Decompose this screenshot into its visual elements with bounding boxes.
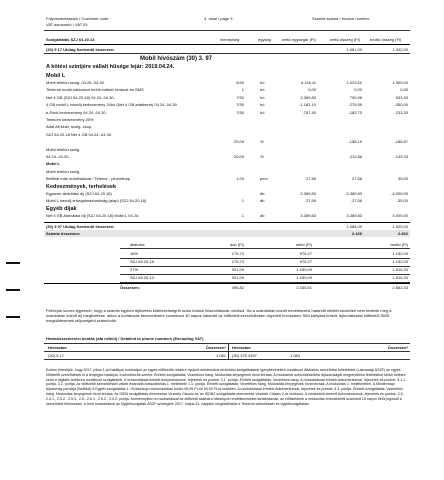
- line-item-description: 04.24.-04.30.: [46, 154, 70, 159]
- line-item-gross: -350,00: [394, 102, 408, 108]
- vat-net: 1.189,09: [296, 267, 312, 272]
- subtotal-gross: 1.320,00: [392, 224, 408, 229]
- carried-divider: [44, 53, 410, 54]
- line-item-quantity: 1: [241, 213, 244, 219]
- col-header-unit-price: nettó egységár (Ft): [282, 37, 316, 42]
- fold-mark: [6, 289, 20, 291]
- line-item-unit: db: [260, 191, 265, 196]
- invoice-number-label: Számla száma / Invoice number:: [312, 16, 371, 21]
- col-header-service: Szolgáltatás SZJ 64.20.13: [46, 37, 95, 42]
- line-item-gross: -35,00: [396, 198, 408, 204]
- breakdown-total-1: 1.081: [215, 353, 226, 358]
- loyalty-expiry: A kötési szintjére vállalt hűsége lejár: 2019.04.24.: [46, 64, 175, 70]
- invoice-total-gross: 2.662: [397, 231, 408, 236]
- breakdown-top-border: [44, 343, 410, 344]
- vat-id-label: VAT-azonosító / VAT ID:: [46, 22, 89, 27]
- carried-net: 1.081,00: [346, 47, 362, 52]
- line-item-net: 27,56: [351, 176, 362, 182]
- line-item-description: Net 4 GB Aktiválási díj (SZJ 64.20.18) Mobil L 04.24.: [46, 213, 140, 219]
- subtotal-net: 1.084,00: [346, 224, 362, 229]
- vat-tax: 321,09: [231, 267, 244, 272]
- line-item-net: -158,19: [348, 139, 362, 145]
- line-item-description: Mobil telefon szolg. 04.25.-04.30.: [46, 80, 105, 85]
- line-item-quantity: 1: [241, 198, 244, 204]
- line-item-unit: hó: [260, 87, 265, 93]
- line-item-unit: %: [260, 154, 264, 159]
- line-item-quantity: 7/30: [236, 94, 244, 100]
- breakdown-bottom-border: [44, 359, 410, 360]
- line-item-net: 790,96: [349, 94, 362, 100]
- vat-total-net: 2.165,51: [296, 285, 312, 290]
- col-header-unit: egység: [258, 37, 271, 42]
- line-item-unit: perc: [260, 176, 268, 182]
- breakdown-header-border: [44, 351, 410, 352]
- line-item-description: Adat All kedv. szolg. csop.: [46, 124, 93, 130]
- mobile-number-heading: Mobil hívószám (30) 3. 97: [140, 56, 213, 62]
- col-header-qty: mennyiség: [220, 37, 240, 42]
- line-item-unit: %: [260, 139, 264, 145]
- line-item-description: Egyszeri aktiválási díj (SZJ 64.20.18): [46, 191, 112, 196]
- fold-mark: [6, 262, 20, 264]
- vat-tax: 175,73: [231, 259, 244, 264]
- carried-label: (20) 5 17 Utólag fizetendő összesen:: [46, 47, 115, 52]
- line-item-gross: -233,33: [394, 109, 408, 115]
- line-item-description: Egyéb díjak: [46, 205, 77, 212]
- line-item-description: Telekom kedvezmény 20%: [46, 117, 94, 122]
- line-item-quantity: 7/30: [236, 102, 244, 108]
- line-item-net: -112,86: [348, 154, 362, 159]
- legal-footer: Ezúton értesítjük, hogy 2017. július 1-jei hatállyal módosítjuk az egyes előfizetők részére nyújtott elektronikus hírközlési szolgáltatások igénybevételére vonatkozó Általános szerződési feltételeket (Lakossági ÁSZF) az egyes előfizetői szerződések is a lényeges hatállyal, a következők szerint: Érintett szolgáltatás: Vezetékes hang. Módosítás lényegének rövid leírása: A módosított szerződéskötési díjszámságát megrendelési feltételeket külső törlésre kerül a digitális telefonra vonatkozó szolgáltatók. A módosítással érintett dokumentumok, fejezetek és pontok: 3.1. pontja. Érintett szolgáltatás: Vezetékes hang. A módosítással érintett dokumentumok, fejezetek és pontok: 3.1.1. pontja, 3.2. pontja, Az előfizetői szerződéssel vállalt lezáróidő-hosszabbítás 1. melléklete 1.1. pontja. Érintett szolgáltatás: Vezetékes hang. Módosítás lényegének rövid leírása: A módosítás 1. mellékletben. A Mindennapi díjcsomag percdíja (Belföldi) 8 Egyéb szolgáltatás 1. Hívásirányú csúszósávban bruttó 55,95 Ft-ról 94,93 Ft-ra csökken. A módosítással érintett dokumentumok, fejezetek és pontok: 4.3. pontja. Érintett szolgáltatás: Vezetékes hang. Módosítás lényegének rövid leírása: Az ISDN szolgáltatás elnevezése Vezeték Classic-ra, az ISDN2 szolgáltatás elnevezése Vezeték Classic 2-re módosul. A módosított kiemelt dokumentumok, fejezetek és pontok: 2.5., 2.5.1., 2.5.2., 2.5.3., 2.6., 2.6.1., 2.6.2., 3.4.3. pontja. Ammennyiben a módosítással az előfizető számára hátrányos rendelkezéseket tartalmaznak, az előfizetőnek a módosítás értesítésétől számított 15 napon belül jogosult a szerződést felmondani. A fenti módosítások az Ügyfélszolgálati ÁSZF szövegére 2017. május 31. napjától megtalálhatók a Telekom weboldalain és ügyfélszolgálatain.: [46, 368, 407, 406]
- invoice-total-net: 2.166: [351, 231, 362, 236]
- line-item-unit-price: 5.118,11: [301, 80, 316, 85]
- line-item-net: -275,59: [348, 102, 362, 108]
- line-item-net: -183,73: [348, 109, 362, 115]
- breakdown-header-number-2: Hívószám: [232, 345, 251, 350]
- breakdown-total-2: 1.084: [289, 353, 300, 358]
- line-item-unit-price: -787,40: [302, 109, 316, 115]
- breakdown-header-total-1: Összesen*: [205, 345, 226, 350]
- line-item-net: 1.023,62: [346, 80, 362, 85]
- vat-net: 976,27: [299, 251, 312, 256]
- fold-mark: [6, 316, 20, 318]
- vat-rate: SZJ 64.20.18: [130, 259, 154, 264]
- breakdown-header-total-2: Összesen*: [387, 345, 408, 350]
- payment-notice: Felhívjuk szíves figyelmét, hogy a számla egyben díjfizetési kötelezettségről szóló fontosi felszólításnak minősül. Ha a számlában közölt bevételezési határidő elteltét követően nem történik meg a számlában közölt díj megfizetése, akkor a korlátozás bevezetésére vonatkozó 30 napos határidő az előfizetői szerződésben rögzített hívószámú SIM kártyára külsőt, díjkorlátozást előfizetői SMS megküldésének időpontjától számítódik.: [46, 308, 392, 323]
- breakdown-number-2: (30) 375 4397: [232, 353, 257, 358]
- vat-total-divider: [44, 283, 410, 284]
- vat-tax: 321,09: [231, 275, 244, 280]
- breakdown-column-divider: [228, 343, 229, 359]
- line-item-description: Kedvezmények, terhelések: [46, 183, 117, 190]
- line-item-description: Telekom mobil hálózaton belüli indított hívások és SMS: [46, 87, 144, 93]
- line-item-unit: hó: [260, 102, 265, 108]
- vat-rate: SZJ 64.20.13: [130, 275, 154, 280]
- line-item-description: Mobil L havidíj leforgalmazhatóság (alap) (SZJ 64.20.18): [46, 198, 147, 204]
- vat-gross: 1.510,33: [392, 267, 408, 272]
- line-item-description: Mobil telefon szolg.: [46, 146, 81, 152]
- subtotal-divider: [44, 222, 410, 223]
- line-item-gross: -4.000,00: [391, 191, 408, 196]
- vat-net: 976,27: [299, 259, 312, 264]
- breakdown-number-1: (20) 5 17: [48, 353, 65, 358]
- vat-gross: 1.152,00: [392, 259, 408, 264]
- page-label: 3. oldal / page 3: [204, 16, 233, 21]
- line-item-quantity: 1,00: [236, 176, 244, 182]
- invoice-total-label: Számla összesen:: [46, 231, 81, 236]
- vat-total-gross: 2.662,33: [392, 285, 408, 290]
- vat-header-divider: [120, 248, 410, 249]
- line-item-unit-price: 0,00: [308, 87, 316, 93]
- line-item-quantity: 20,00: [233, 154, 244, 159]
- vat-total-label: Összesen:: [120, 285, 141, 290]
- line-item-net: -27,56: [350, 198, 362, 204]
- vat-gross: 1.510,33: [392, 275, 408, 280]
- line-item-gross: 0,00: [400, 87, 408, 93]
- line-item-gross: 4.000,00: [392, 213, 408, 219]
- line-item-description: e-Pack kedvezmény 04.24.-04.30.: [46, 109, 107, 115]
- line-item-description: 4 GB mobil L havidíj kedvezmény 24hó (Net 4 GB adatkeret) 04.24.-04.30.: [46, 102, 178, 108]
- line-item-unit-price: -1.181,10: [299, 102, 316, 108]
- columns-divider: [44, 44, 410, 45]
- line-item-description: Mobil L: [46, 161, 60, 167]
- customer-code-label: Folyószámlaszám / Customer code :: [46, 16, 111, 21]
- line-item-unit-price: 27,56: [305, 176, 316, 182]
- vat-header-net: nettó (Ft): [295, 242, 312, 247]
- vat-rate: 27%: [130, 267, 139, 272]
- vat-gross: 1.152,00: [392, 251, 408, 256]
- line-item-unit-price: 3.389,83: [300, 213, 316, 219]
- line-item-gross: 35,00: [397, 176, 408, 182]
- col-header-net: nettó összeg (Ft): [330, 37, 361, 42]
- subtotal-label: (30) 3 97 Utólag fizetendő összesen:: [46, 224, 115, 229]
- line-item-description: Net 4 GB (SZJ 64.20.18) 04.24.-04.30.: [46, 94, 115, 100]
- line-item-unit-price: 3.389,83: [300, 94, 316, 100]
- line-item-quantity: 6/30: [236, 80, 244, 85]
- line-item-unit-price: -27,56: [304, 198, 316, 204]
- vat-header-rate: áfakulcs: [130, 242, 145, 247]
- vat-net: 1.189,09: [296, 275, 312, 280]
- breakdown-header-number-1: Hívószám: [48, 345, 67, 350]
- vat-total-tax: 496,82: [231, 285, 244, 290]
- line-item-unit: db: [260, 198, 265, 204]
- line-item-gross: 933,33: [395, 94, 408, 100]
- line-item-unit: hó: [260, 94, 265, 100]
- line-item-unit: hó: [260, 80, 265, 85]
- line-item-quantity: 1: [241, 87, 244, 93]
- line-item-unit: db: [260, 213, 265, 219]
- line-item-net: -3.389,83: [345, 191, 362, 196]
- line-item-gross: -143,33: [394, 154, 408, 159]
- plan-name: Mobil L: [46, 73, 66, 79]
- header-divider: [44, 30, 410, 31]
- line-item-unit-price: -3.389,83: [299, 191, 316, 196]
- vat-header-gross: bruttó (Ft): [390, 242, 408, 247]
- line-item-net: 3.389,83: [346, 213, 362, 219]
- vat-rate: 18%: [130, 251, 139, 256]
- col-header-gross: bruttó összeg (Ft): [370, 37, 402, 42]
- line-item-description: Mobil telefon szolg.: [46, 168, 81, 174]
- line-item-net: 0,00: [354, 87, 362, 93]
- carried-gross: 1.342,00: [392, 47, 408, 52]
- vat-tax: 175,73: [231, 251, 244, 256]
- line-item-unit: hó: [260, 109, 265, 115]
- line-item-quantity: 20,00: [233, 139, 244, 145]
- line-item-gross: -186,67: [394, 139, 408, 145]
- line-item-quantity: 7/30: [236, 109, 244, 115]
- line-item-description: SZJ 64.20.18 Net 4 GB 04.24.-04.30.: [46, 131, 113, 137]
- line-item-gross: 1.300,00: [392, 80, 408, 85]
- vat-header-tax: adó (Ft): [229, 242, 244, 247]
- line-item-description: Belföldi más mobilhálózat / Telenor - pihenőnap: [46, 176, 130, 182]
- breakdown-title: Hívásösszemérési bontás (áfa nélkül) / Detailed to phone numbers (Excluding VAT): [46, 336, 204, 341]
